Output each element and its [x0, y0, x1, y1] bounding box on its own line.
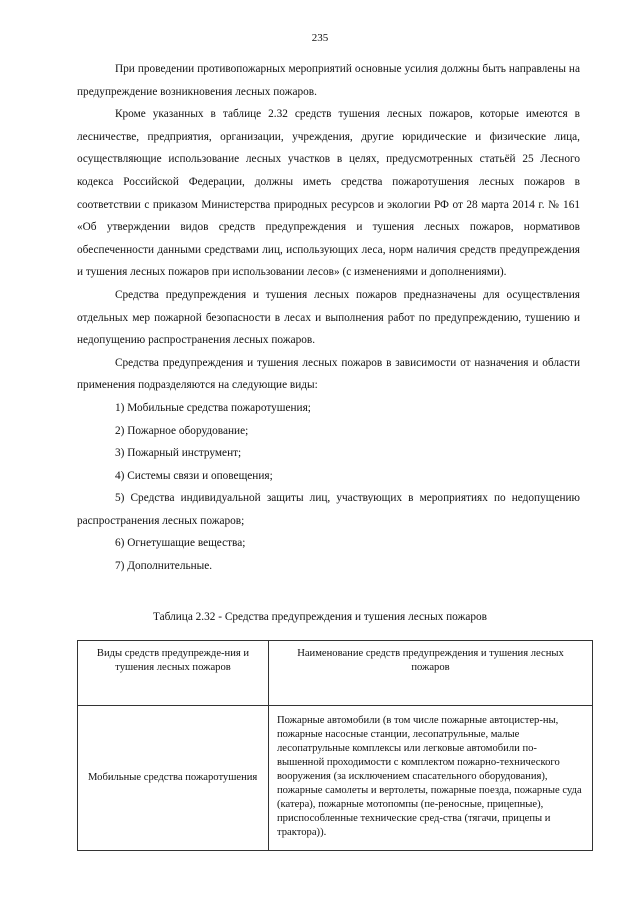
list-item: 1) Мобильные средства пожаротушения; [115, 401, 311, 414]
list-item: 6) Огнетушащие вещества; [115, 537, 246, 550]
forest-fire-means-table [77, 640, 593, 851]
paragraph: При проведении противопожарных мероприятий основные усилия должны быть направлены на предупреждение возникновения лесных пожаров. [77, 63, 580, 98]
list-item: 4) Системы связи и оповещения; [115, 469, 273, 482]
document-body [77, 58, 580, 578]
table-cell-name: Пожарные автомобили (в том числе пожарные автоцистер-ны, пожарные насосные станции, лесопатрульные, малые лесопатрульные комплексы или легковые автомобили по-вышенной проходимости с комплектом пожарно-технического вооружения (за исключением спасательного оборудования), пожарные самолеты и вертолеты, пожарные поезда, пожарные суда (катера), пожарные мотопомпы (пе-реносные, прицепные), приспособленные технические сред-ства (тягачи, прицепы и трактора)). [269, 706, 593, 851]
table-header-row [78, 641, 593, 706]
table-row [78, 706, 593, 851]
list-item: 5) Средства индивидуальной защиты лиц, участвующих в мероприятиях по недопущению распространения лесных пожаров; [77, 492, 580, 527]
table-header-cell: Наименование средств предупреждения и тушения лесных пожаров [269, 641, 593, 706]
list-item: 7) Дополнительные. [115, 560, 213, 573]
paragraph: Средства предупреждения и тушения лесных пожаров в зависимости от назначения и области применения подразделяются на следующие виды: [77, 356, 580, 392]
table-cell-type: Мобильные средства пожаротушения [78, 706, 269, 851]
list-item: 2) Пожарное оборудование; [115, 424, 249, 437]
page-number: 235 [311, 32, 329, 44]
table-caption: Таблица 2.32 - Средства предупреждения и тушения лесных пожаров [152, 611, 487, 623]
paragraph: Кроме указанных в таблице 2.32 средств тушения лесных пожаров, которые имеются в лесничестве, предприятия, организации, учреждения, другие юридические и физические лица, осуществляющие использование лесных участков в целях, предусмотренных статьёй 25 Лесного кодекса Российской Федерации, должны иметь средства пожаротушения лесных пожаров в соответствии с приказом Министерства природных ресурсов и экологии РФ от 28 марта 2014 г. № 161 «Об утверждении видов средств предупреждения и тушения лесных пожаров, нормативов обеспеченности данными средствами лиц, использующих леса, норм наличия средств предупреждения и тушения лесных пожаров при использовании лесов» (с изменениями и дополнениями). [77, 108, 580, 279]
table-header-cell: Виды средств предупрежде-ния и тушения лесных пожаров [78, 641, 269, 706]
list-item: 3) Пожарный инструмент; [115, 447, 242, 460]
paragraph: Средства предупреждения и тушения лесных пожаров предназначены для осуществления отдельных мер пожарной безопасности в лесах и выполнения работ по предупреждению, тушению и недопущению распространения лесных пожаров. [77, 288, 580, 347]
